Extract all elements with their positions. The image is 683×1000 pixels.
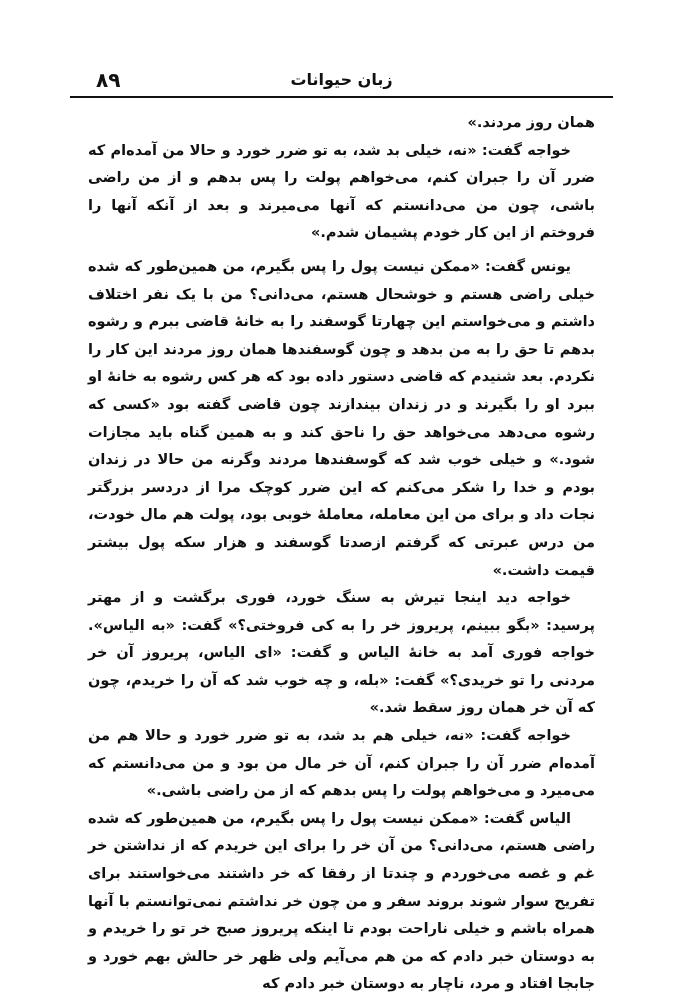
paragraph: خواجه گفت: «نه، خیلی بد شد، به تو ضرر خورد و حالا من آمده‌ام که ضرر آن را جبران کنم، می‌خواهم پولت را پس بدهم و از من راضی باشی، چون من می‌دانستم که آنها می‌میرند و بعد از آنکه آنها را فروختم از این کار خودم پشیمان شدم.» [88,142,595,242]
paragraph: الیاس گفت: «ممکن نیست پول را پس بگیرم، من همین‌طور که شده راضی هستم، می‌دانی؟ من آن خر را برای این خریدم که از نداشتن خر غم و غصه می‌خوردم و چندتا از رفقا که خر داشتند می‌خواستند برای تفریح سوار شوند بروند سفر و من چون خر نداشتم نمی‌توانستم با آنها همراه باشم و خیلی ناراحت بودم تا اینکه پریروز صبح خر تو را خریدم و به دوستان خبر دادم که من هم می‌آیم ولی ظهر خر حالش بهم خورد و جابجا افتاد و مرد، ناچار به دوستان خبر دادم که [88,810,595,993]
paragraph: همان روز مردند.» [467,115,595,131]
page-header [70,60,613,98]
paragraph: یونس گفت: «ممکن نیست پول را پس بگیرم، من همین‌طور که شده خیلی راضی هستم و خوشحال هستم، می‌دانی؟ من با یک نفر اختلاف داشتم و می‌خواستم این چهارتا گوسفند را به خانهٔ قاضی ببرم و رشوه بدهم تا حق را به من بدهد و چون گوسفندها همان روز مردند این کار را نکردم. بعد شنیدم که قاضی دستور داده بود که هر کس رشوه به خانهٔ او ببرد او را بگیرند و در زندان بیندازند چون قاضی گفته بود «کسی که رشوه می‌دهد می‌خواهد حق را ناحق کند و به همین گناه باید مجازات شود.» و خیلی خوب شد که گوسفندها مردند وگرنه من حالا در زندان بودم و خدا را شکر می‌کنم که این ضرر کوچک مرا از دردسر بزرگتر نجات داد و برای من این معامله، معاملهٔ خوبی بود، پولت هم مال خودت، من درس عبرتی که گرفتم ازصدتا گوسفند و هزار سکه پول بیشتر قیمت داشت.» [88,258,595,579]
body-text [88,110,595,999]
paragraph: خواجه گفت: «نه، خیلی هم بد شد، به تو ضرر خورد و حالا هم من آمده‌ام ضرر آن را جبران کنم، آن خر مال من بود و من می‌دانستم که می‌میرد و می‌خواهم پولت را پس بدهم که از من راضی باشی.» [88,728,595,800]
paragraph: خواجه دید اینجا تیرش به سنگ خورد، فوری برگشت و از مهتر پرسید: «بگو ببینم، پریروز خر را به کی فروختی؟» گفت: «به الیاس». خواجه فوری آمد به خانهٔ الیاس و گفت: «ای الیاس، پریروز آن خر مردنی را تو خریدی؟» گفت: «بله، و چه خوب شد که آن را خریدم، چون که آن خر همان روز سقط شد.» [88,590,595,717]
header-rule [70,96,613,98]
running-title: زبان حیوانات [290,70,393,89]
page-number: ۸۹ [96,68,121,92]
